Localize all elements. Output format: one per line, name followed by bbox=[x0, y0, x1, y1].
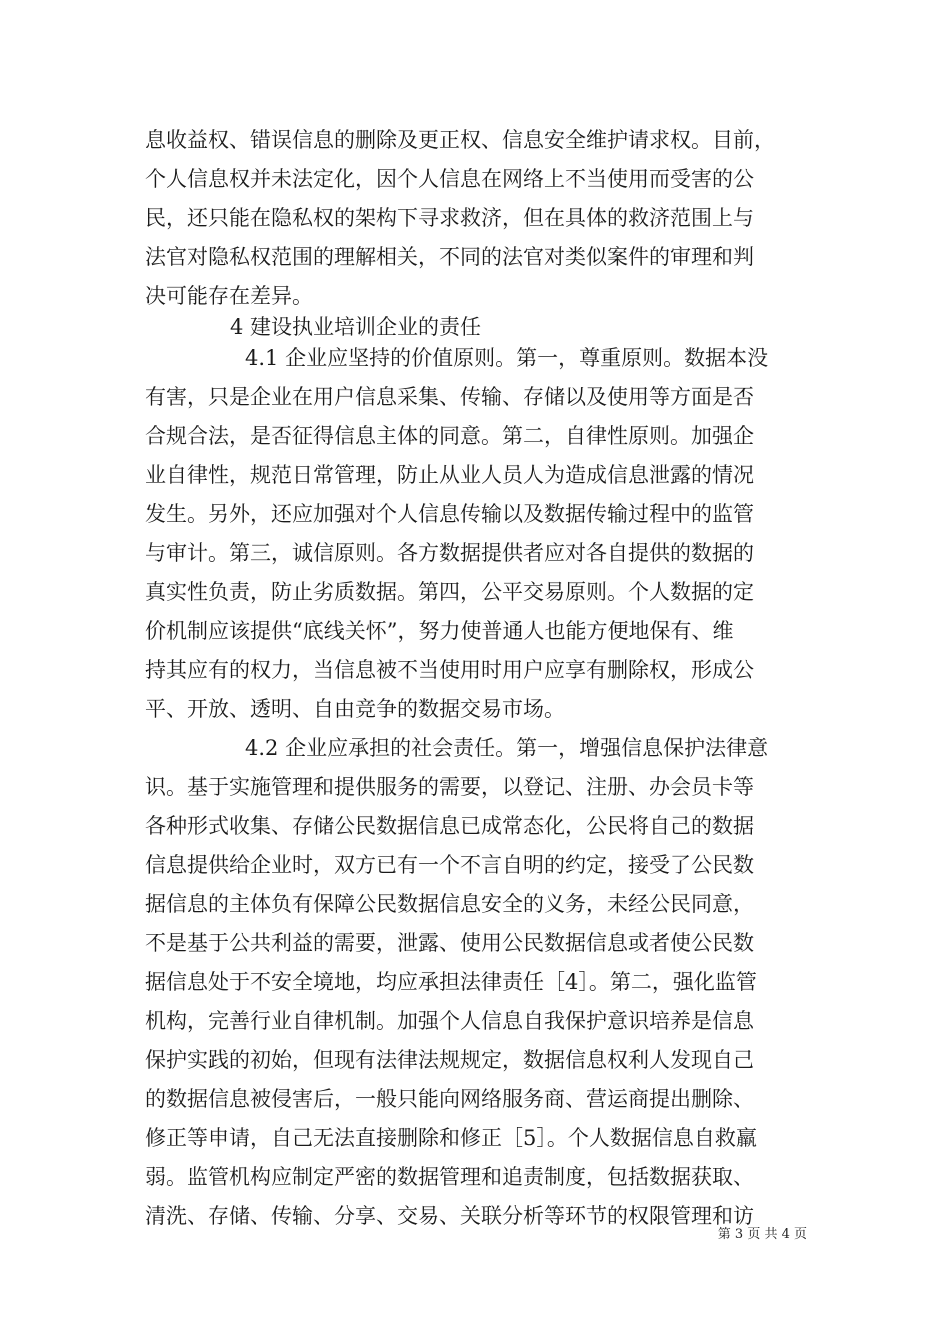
body-text-line: 业自律性，规范日常管理，防止从业人员人为造成信息泄露的情况 bbox=[145, 463, 754, 487]
body-text-line: 各种形式收集、存储公民数据信息已成常态化，公民将自己的数据 bbox=[145, 814, 754, 838]
body-text-line: 持其应有的权力，当信息被不当使用时用户应享有删除权，形成公 bbox=[145, 658, 754, 682]
body-text-line: 合规合法，是否征得信息主体的同意。第二，自律性原则。加强企 bbox=[145, 424, 754, 448]
paragraph-first-line: 4.2 企业应承担的社会责任。第一，增强信息保护法律意 bbox=[245, 736, 769, 760]
body-text-line: 信息提供给企业时，双方已有一个不言自明的约定，接受了公民数 bbox=[145, 853, 754, 877]
section-heading: 4 建设执业培训企业的责任 bbox=[230, 315, 482, 339]
body-text-line: 不是基于公共利益的需要，泄露、使用公民数据信息或者使公民数 bbox=[145, 931, 754, 955]
body-text-line: 据信息的主体负有保障公民数据信息安全的义务，未经公民同意， bbox=[145, 892, 754, 916]
paragraph-first-line: 4.1 企业应坚持的价值原则。第一，尊重原则。数据本没 bbox=[245, 346, 769, 370]
body-text-line: 平、开放、透明、自由竞争的数据交易市场。 bbox=[145, 697, 565, 721]
body-text-line: 法官对隐私权范围的理解相关，不同的法官对类似案件的审理和判 bbox=[145, 245, 754, 269]
body-text-line: 识。基于实施管理和提供服务的需要，以登记、注册、办会员卡等 bbox=[145, 775, 754, 799]
body-text-line: 决可能存在差异。 bbox=[145, 284, 313, 308]
body-text-line: 保护实践的初始，但现有法律法规规定，数据信息权利人发现自己 bbox=[145, 1048, 754, 1072]
body-text-line: 弱。监管机构应制定严密的数据管理和追责制度，包括数据获取、 bbox=[145, 1165, 754, 1189]
body-text-line: 修正等申请，自己无法直接删除和修正［5］。个人数据信息自救羸 bbox=[145, 1126, 757, 1150]
body-text-line: 民，还只能在隐私权的架构下寻求救济，但在具体的救济范围上与 bbox=[145, 206, 754, 230]
body-text-line: 有害，只是企业在用户信息采集、传输、存储以及使用等方面是否 bbox=[145, 385, 754, 409]
body-text-line: 息收益权、错误信息的删除及更正权、信息安全维护请求权。目前， bbox=[145, 128, 775, 152]
body-text-line: 发生。另外，还应加强对个人信息传输以及数据传输过程中的监管 bbox=[145, 502, 754, 526]
body-text-line: 真实性负责，防止劣质数据。第四，公平交易原则。个人数据的定 bbox=[145, 580, 754, 604]
body-text-line: 据信息处于不安全境地，均应承担法律责任［4］。第二，强化监管 bbox=[145, 970, 757, 994]
body-text-line: 机构，完善行业自律机制。加强个人信息自我保护意识培养是信息 bbox=[145, 1009, 754, 1033]
body-text-line: 与审计。第三，诚信原则。各方数据提供者应对各自提供的数据的 bbox=[145, 541, 754, 565]
body-text-line: 的数据信息被侵害后，一般只能向网络服务商、营运商提出删除、 bbox=[145, 1087, 754, 1111]
body-text-line: 价机制应该提供“底线关怀”，努力使普通人也能方便地保有、维 bbox=[145, 619, 734, 643]
page-number-footer: 第 3 页 共 4 页 bbox=[717, 1227, 807, 1242]
body-text-line: 清洗、存储、传输、分享、交易、关联分析等环节的权限管理和访 bbox=[145, 1204, 754, 1228]
body-text-line: 个人信息权并未法定化，因个人信息在网络上不当使用而受害的公 bbox=[145, 167, 754, 191]
